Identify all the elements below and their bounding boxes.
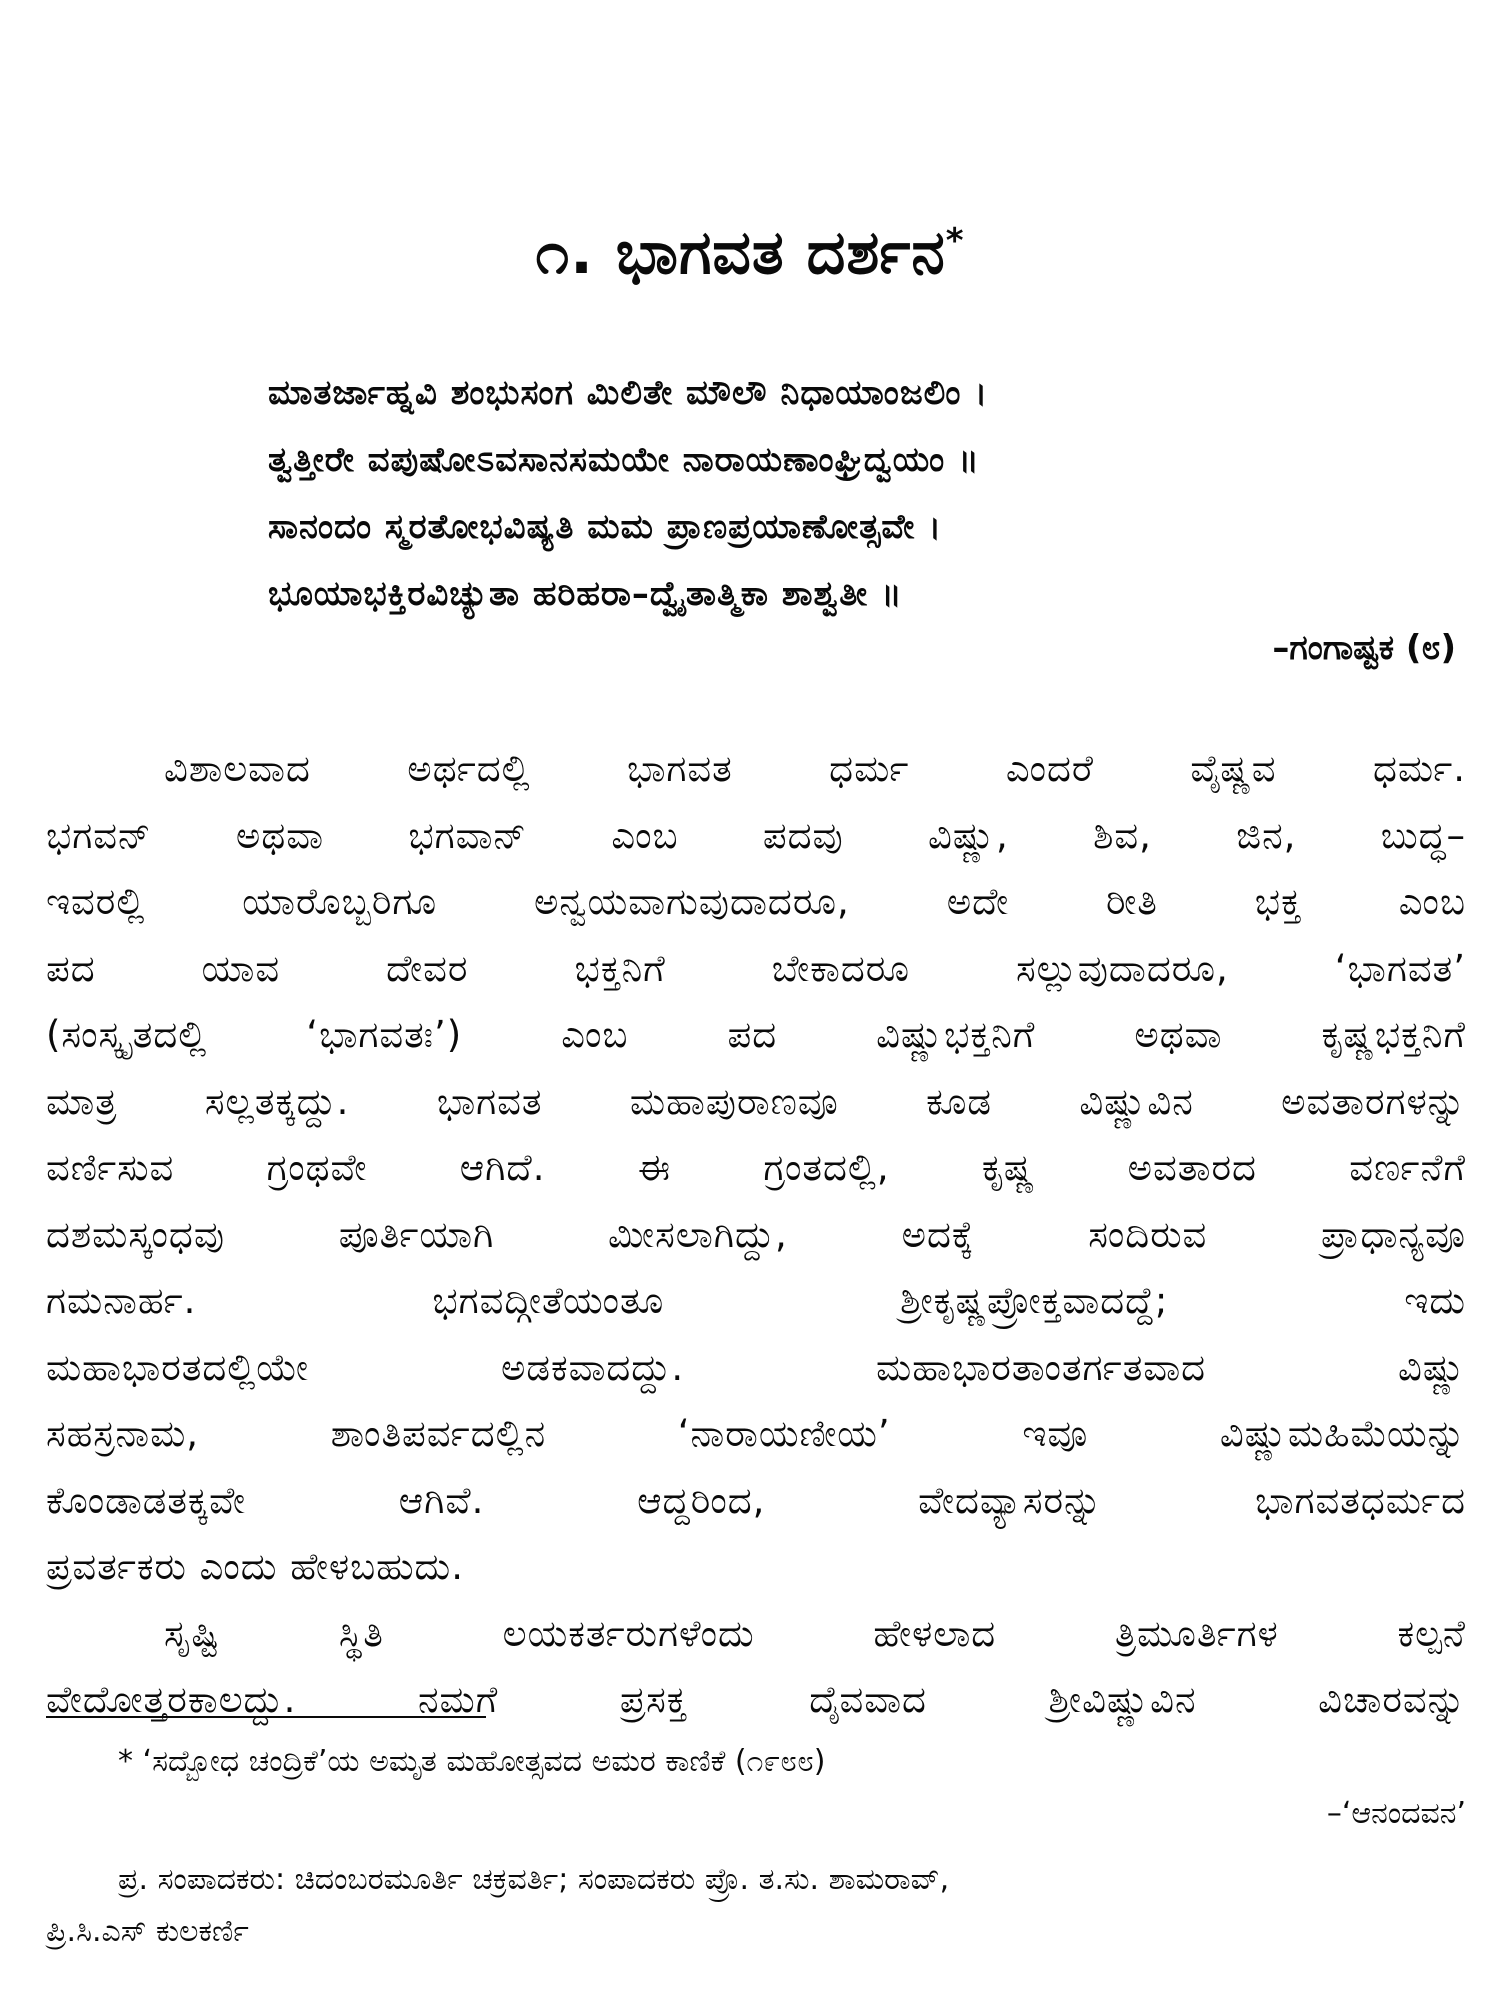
paragraph-line: ಗಮನಾರ್ಹ. ಭಗವದ್ಗೀತೆಯಂತೂ ಶ್ರೀಕೃಷ್ಣಪ್ರೋಕ್ತವಾದದ್ದೆ; ಇದು — [46, 1279, 1466, 1322]
footnote-source: –‘ಆನಂದವನ’ — [1326, 1796, 1466, 1831]
footnote — [46, 1736, 1466, 1958]
paragraph-line: ಮಹಾಭಾರತದಲ್ಲಿಯೇ ಅಡಕವಾದದ್ದು. ಮಹಾಭಾರತಾಂತರ್ಗತವಾದ ವಿಷ್ಣು — [46, 1345, 1466, 1389]
paragraph-line: ಸೃಷ್ಟಿ ಸ್ಥಿತಿ ಲಯಕರ್ತರುಗಳೆಂದು ಹೇಳಲಾದ ತ್ರಿಮೂರ್ತಿಗಳ ಕಲ್ಪನೆ — [164, 1611, 1466, 1655]
paragraph-line: ಕೊಂಡಾಡತಕ್ಕವೇ ಆಗಿವೆ. ಆದ್ದರಿಂದ, ವೇದವ್ಯಾಸರನ್ನು ಭಾಗವತಧರ್ಮದ — [46, 1478, 1466, 1522]
verse-attribution: –ಗಂಗಾಷ್ಟಕ (೮) — [1272, 628, 1456, 668]
footnote-editors: ಪ್ರ. ಸಂಪಾದಕರು: ಚಿದಂಬರಮೂರ್ತಿ ಚಕ್ರವರ್ತಿ; ಸಂಪಾದಕರು ಪ್ರೊ. ತ.ಸು. ಶಾಮರಾವ್, — [118, 1862, 950, 1897]
paragraph-line: ಮಾತ್ರ ಸಲ್ಲತಕ್ಕದ್ದು. ಭಾಗವತ ಮಹಾಪುರಾಣವೂ ಕೂಡ ವಿಷ್ಣುವಿನ ಅವತಾರಗಳನ್ನು — [46, 1079, 1466, 1123]
verse-line: ಭೂಯಾಭಕ್ತಿರವಿಚ್ಯುತಾ ಹರಿಹರಾ–ದ್ವೈತಾತ್ಮಿಕಾ ಶಾಶ್ವತೀ ॥ — [268, 574, 903, 614]
paragraph-line: ವೇದೋತ್ತರಕಾಲದ್ದು. ನಮಗೆ ಪ್ರಸಕ್ತ ದೈವವಾದ ಶ್ರೀವಿಷ್ಣುವಿನ ವಿಚಾರವನ್ನು — [46, 1678, 1466, 1721]
paragraph-line: ಸಹಸ್ರನಾಮ, ಶಾಂತಿಪರ್ವದಲ್ಲಿನ ‘ನಾರಾಯಣೀಯ’ ಇವೂ ವಿಷ್ಣುಮಹಿಮೆಯನ್ನು — [46, 1412, 1466, 1455]
body-text — [46, 736, 1466, 1734]
chapter-title — [0, 218, 1500, 288]
paragraph-line: ವರ್ಣಿಸುವ ಗ್ರಂಥವೇ ಆಗಿದೆ. ಈ ಗ್ರಂತದಲ್ಲಿ, ಕೃಷ್ಣ ಅವತಾರದ ವರ್ಣನೆಗೆ — [46, 1146, 1466, 1189]
footnote-line: * ‘ಸದ್ಬೋಧ ಚಂದ್ರಿಕೆ’ಯ ಅಮೃತ ಮಹೋತ್ಸವದ ಅಮರ ಕಾಣಿಕೆ (೧೯೮೮) — [118, 1744, 826, 1779]
verse-line: ತ್ವತ್ತೀರೇ ವಪುಷೋಽವಸಾನಸಮಯೇ ನಾರಾಯಣಾಂಘ್ರಿದ್ವಯಂ ॥ — [268, 440, 980, 480]
footnote-editors-continued: ಪ್ರಿ.ಸಿ.ಎಸ್ ಕುಲಕರ್ಣಿ — [46, 1914, 249, 1949]
paragraph-line: ಇವರಲ್ಲಿ ಯಾರೊಬ್ಬರಿಗೂ ಅನ್ವಯವಾಗುವುದಾದರೂ, ಅದೇ ರೀತಿ ಭಕ್ತ ಎಂಬ — [46, 880, 1466, 923]
verse-line: ಮಾತರ್ಜಾಹ್ನವಿ ಶಂಭುಸಂಗ ಮಿಲಿತೇ ಮೌಲೌ ನಿಧಾಯಾಂಜಲಿಂ । — [268, 373, 989, 413]
chapter-title-text: ೧. ಭಾಗವತ ದರ್ಶನ — [535, 218, 946, 288]
paragraph-line: ಭಗವನ್ ಅಥವಾ ಭಗವಾನ್ ಎಂಬ ಪದವು ವಿಷ್ಣು, ಶಿವ, ಜಿನ, ಬುದ್ಧ– — [46, 813, 1466, 857]
paragraph-line: (ಸಂಸ್ಕೃತದಲ್ಲಿ ‘ಭಾಗವತಃ’) ಎಂಬ ಪದ ವಿಷ್ಣುಭಕ್ತನಿಗೆ ಅಥವಾ ಕೃಷ್ಣಭಕ್ತನಿಗೆ — [46, 1013, 1466, 1056]
paragraph-line: ವಿಶಾಲವಾದ ಅರ್ಥದಲ್ಲಿ ಭಾಗವತ ಧರ್ಮ ಎಂದರೆ ವೈಷ್ಣವ ಧರ್ಮ. — [164, 747, 1466, 790]
footnote-marker: * — [945, 221, 965, 261]
paragraph-line: ಪದ ಯಾವ ದೇವರ ಭಕ್ತನಿಗೆ ಬೇಕಾದರೂ ಸಲ್ಲುವುದಾದರೂ, ‘ಭಾಗವತ’ — [46, 946, 1466, 990]
paragraph-line: ಪ್ರವರ್ತಕರು ಎಂದು ಹೇಳಬಹುದು. — [46, 1545, 464, 1588]
footnote-divider — [46, 1716, 486, 1718]
verse-line: ಸಾನಂದಂ ಸ್ಮರತೋಭವಿಷ್ಯತಿ ಮಮ ಪ್ರಾಣಪ್ರಯಾಣೋತ್ಸವೇ । — [268, 507, 943, 547]
opening-verse — [268, 360, 1428, 628]
paragraph-line: ದಶಮಸ್ಕಂಧವು ಪೂರ್ತಿಯಾಗಿ ಮೀಸಲಾಗಿದ್ದು, ಅದಕ್ಕೆ ಸಂದಿರುವ ಪ್ರಾಧಾನ್ಯವೂ — [46, 1212, 1466, 1256]
